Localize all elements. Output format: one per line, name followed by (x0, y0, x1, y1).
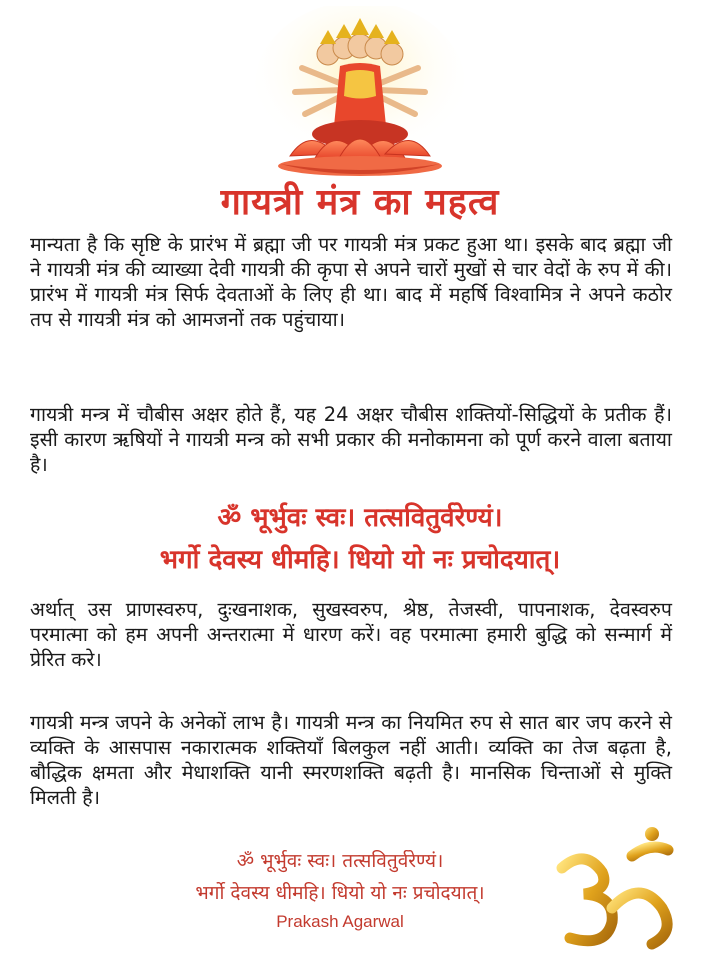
paragraph-origin: मान्यता है कि सृष्टि के प्रारंभ में ब्रह्मा जी पर गायत्री मंत्र प्रकट हुआ था। इसके बाद ब्रह्मा जी ने गायत्री मंत्र की व्याख्या देवी गायत्री की कृपा से अपने चारों मुखों से चार वेदों के रुप में की। प्रारंभ में गायत्री मंत्र सिर्फ देवताओं के लिए ही था। बाद में महर्षि विश्वामित्र ने अपने कठोर तप से गायत्री मंत्र को आमजनों तक पहुंचाया। (30, 233, 672, 331)
paragraph-meaning: अर्थात् उस प्राणस्वरुप, दुःखनाशक, सुखस्वरुप, श्रेष्ठ, तेजस्वी, पापनाशक, देवस्वरुप परमात्मा को हम अपनी अन्तरात्मा में धारण करें। वह परमात्मा हमारी बुद्धि को सन्मार्ग में प्रेरित करे। (30, 598, 672, 671)
author-name: Prakash Agarwal (276, 912, 404, 931)
mantra-line-1: ॐ भूर्भुवः स्वः। तत्सवितुर्वरेण्यं। (217, 503, 503, 533)
page-title: गायत्री मंत्र का महत्व (220, 182, 500, 223)
signature-mantra-line-2: भर्गो देवस्य धीमहि। धियो यो नः प्रचोदयात्। (195, 882, 485, 904)
paragraph-benefits: गायत्री मन्त्र जपने के अनेकों लाभ है। गायत्री मन्त्र का नियमित रुप से सात बार जप करने से व्यक्ति के आसपास नकारात्मक शक्तियाँ बिलकुल नहीं आती। व्यक्ति का तेज बढ़ता है, बौद्धिक क्षमता और मेधाशक्ति यानी स्मरणशक्ति बढ़ती है। मानसिक चिन्ताओं से मुक्ति मिलती है। (30, 711, 672, 809)
paragraph-24-letters: गायत्री मन्त्र में चौबीस अक्षर होते हैं, यह 24 अक्षर चौबीस शक्तियों-सिद्धियों के प्रतीक हैं। इसी कारण ऋषियों ने गायत्री मन्त्र को सभी प्रकार की मनोकामना को पूर्ण करने वाला बताया है। (30, 403, 672, 476)
goddess-gayatri-illustration (250, 6, 470, 184)
mantra-line-2: भर्गो देवस्य धीमहि। धियो यो नः प्रचोदयात्। (159, 545, 561, 575)
signature-mantra-line-1: ॐ भूर्भुवः स्वः। तत्सवितुर्वरेण्यं। (236, 850, 444, 872)
om-icon (540, 820, 690, 955)
